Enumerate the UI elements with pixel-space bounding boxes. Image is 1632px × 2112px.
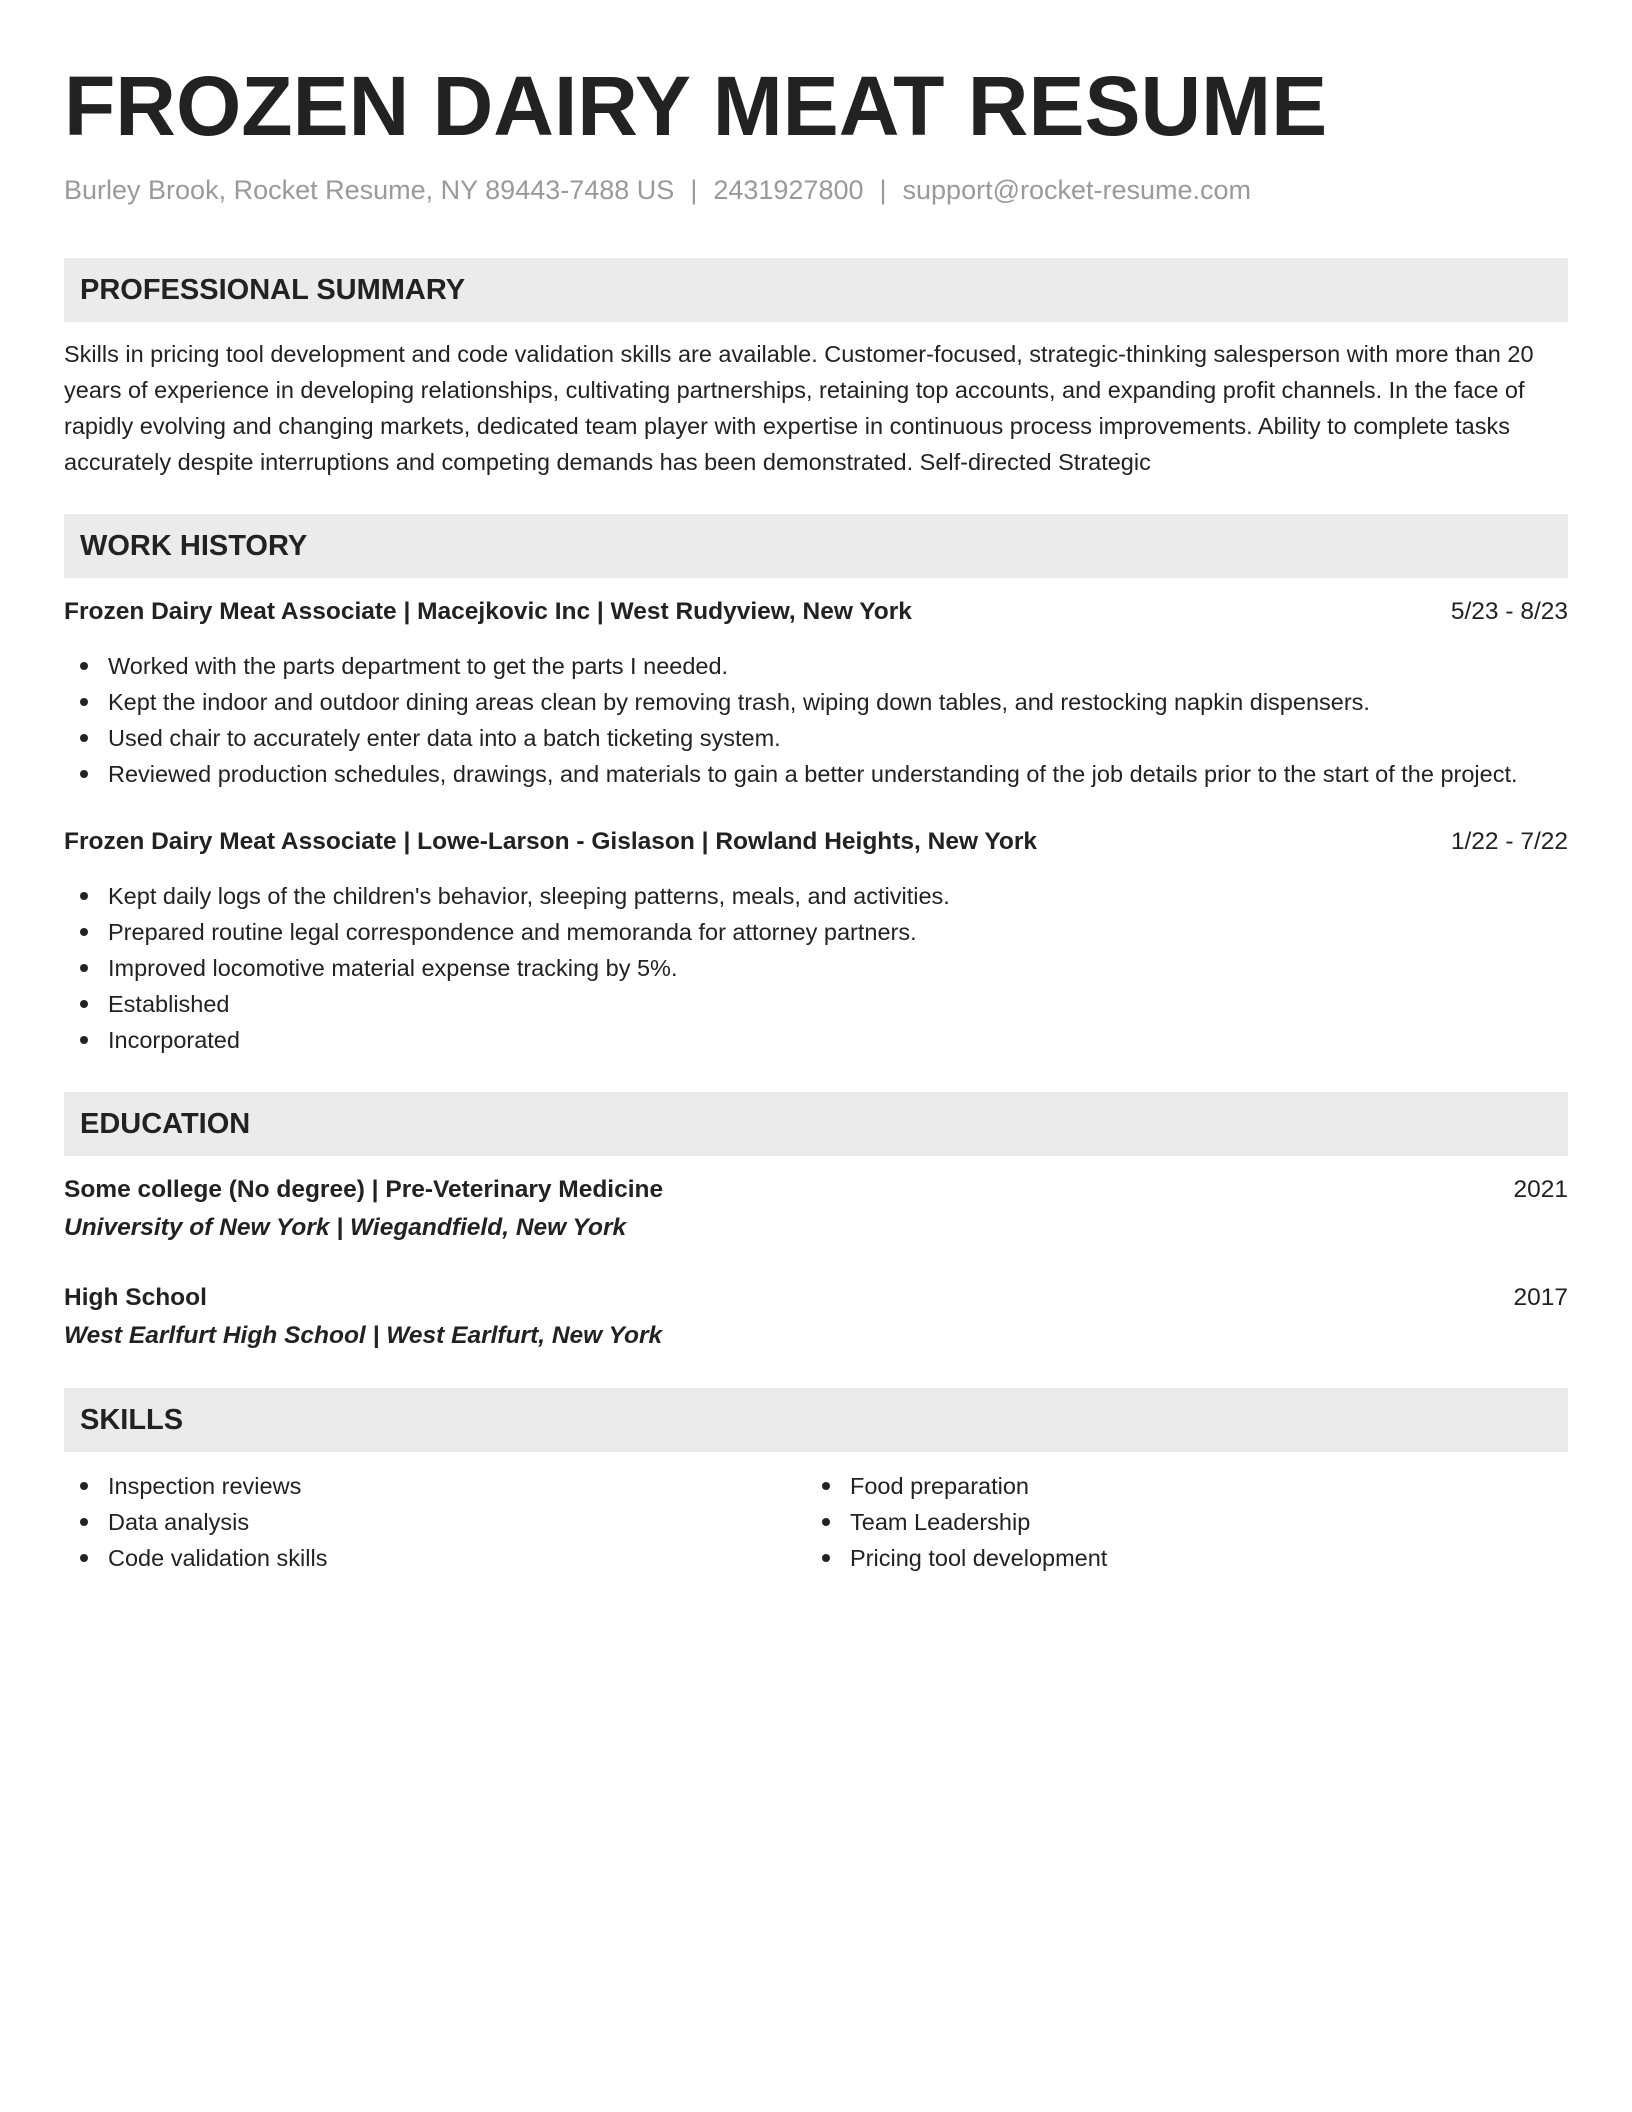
education-entry (64, 1172, 1568, 1246)
section-header-work-history: WORK HISTORY (64, 514, 1568, 578)
bullet-icon (822, 1482, 830, 1490)
skill-item (806, 1540, 1548, 1576)
skill-text: Inspection reviews (108, 1473, 302, 1499)
bullet-icon (80, 928, 88, 936)
bullet-icon (80, 1000, 88, 1008)
bullet-icon (80, 1554, 88, 1562)
job-bullet-list (64, 878, 1568, 1058)
section-header-education: EDUCATION (64, 1092, 1568, 1156)
skill-item (806, 1468, 1548, 1504)
job-dates: 1/22 - 7/22 (1450, 828, 1568, 855)
bullet-icon (822, 1554, 830, 1562)
education-header (64, 1172, 1568, 1208)
job-entry (64, 824, 1568, 1058)
job-bullet (64, 1022, 1568, 1058)
skill-text: Food preparation (850, 1473, 1029, 1499)
bullet-icon (80, 698, 88, 706)
skill-text: Data analysis (108, 1509, 250, 1535)
bullet-icon (80, 662, 88, 670)
summary-text: Skills in pricing tool development and code validation skills are available. Customer-focused, strategic-thinking salesperson with more than 20 years of experience in developing relationships, cultivating partnerships, retaining top accounts, and expanding profit channels. In the face of rapidly evolving and changing markets, dedicated team player with expertise in continuous process improvements. Ability to complete tasks accurately despite interruptions and competing demands has been demonstrated. Self-directed Strategic (64, 341, 1534, 475)
skill-item (806, 1504, 1548, 1540)
job-header (64, 824, 1568, 860)
job-bullet (64, 878, 1568, 914)
skills-column-left (64, 1468, 806, 1576)
job-bullet-text: Used chair to accurately enter data into a batch ticketing system. (108, 725, 781, 751)
bullet-icon (80, 1036, 88, 1044)
contact-email: support@rocket-resume.com (902, 175, 1252, 205)
job-bullet (64, 648, 1568, 684)
contact-line (64, 172, 1568, 208)
bullet-icon (80, 964, 88, 972)
resume-name: FROZEN DAIRY MEAT RESUME (64, 59, 1328, 153)
skills-list (64, 1468, 806, 1576)
skills-grid (64, 1468, 1568, 1576)
job-bullet-text: Reviewed production schedules, drawings, and materials to gain a better understanding of the job details prior to the start of the project. (108, 761, 1518, 787)
contact-address: Burley Brook, Rocket Resume, NY 89443-7488 US (64, 175, 675, 205)
skill-item (64, 1540, 806, 1576)
skill-text: Pricing tool development (850, 1545, 1108, 1571)
education-school: West Earlfurt High School | West Earlfurt, New York (64, 1322, 663, 1349)
job-bullet-text: Established (108, 991, 230, 1017)
education-degree: Some college (No degree) | Pre-Veterinary Medicine (64, 1176, 664, 1203)
contact-phone: 2431927800 (713, 175, 864, 205)
education-year: 2017 (1513, 1284, 1568, 1311)
contact-separator: | (879, 175, 887, 205)
bullet-icon (80, 770, 88, 778)
bullet-icon (822, 1518, 830, 1526)
job-title: Frozen Dairy Meat Associate | Lowe-Larson - Gislason | Rowland Heights, New York (64, 828, 1038, 855)
education-degree: High School (64, 1284, 207, 1311)
bullet-icon (80, 892, 88, 900)
skill-text: Team Leadership (850, 1509, 1031, 1535)
job-entry (64, 594, 1568, 792)
education-header (64, 1280, 1568, 1316)
job-bullet (64, 986, 1568, 1022)
skills-column-right (806, 1468, 1548, 1576)
bullet-icon (80, 1482, 88, 1490)
job-bullet (64, 914, 1568, 950)
skills-list (806, 1468, 1548, 1576)
job-bullet (64, 720, 1568, 756)
job-bullet-text: Prepared routine legal correspondence and memoranda for attorney partners. (108, 919, 917, 945)
job-bullet-text: Incorporated (108, 1027, 240, 1053)
skill-text: Code validation skills (108, 1545, 328, 1571)
skill-item (64, 1504, 806, 1540)
job-bullet-text: Worked with the parts department to get the parts I needed. (108, 653, 729, 679)
bullet-icon (80, 734, 88, 742)
job-title: Frozen Dairy Meat Associate | Macejkovic Inc | West Rudyview, New York (64, 598, 912, 625)
section-header-skills: SKILLS (64, 1388, 1568, 1452)
bullet-icon (80, 1518, 88, 1526)
resume-page (64, 0, 1568, 1576)
job-bullet-text: Kept daily logs of the children's behavior, sleeping patterns, meals, and activities. (108, 883, 950, 909)
education-school: University of New York | Wiegandfield, New York (64, 1214, 627, 1241)
job-bullet (64, 684, 1568, 720)
job-dates: 5/23 - 8/23 (1450, 598, 1568, 625)
section-header-summary: PROFESSIONAL SUMMARY (64, 258, 1568, 322)
contact-separator: | (690, 175, 698, 205)
job-bullet (64, 756, 1568, 792)
education-year: 2021 (1513, 1176, 1568, 1203)
job-header (64, 594, 1568, 630)
job-bullet-text: Kept the indoor and outdoor dining areas clean by removing trash, wiping down tables, and restocking napkin dispensers. (108, 689, 1370, 715)
job-bullet-text: Improved locomotive material expense tracking by 5%. (108, 955, 678, 981)
skill-item (64, 1468, 806, 1504)
job-bullet (64, 950, 1568, 986)
job-bullet-list (64, 648, 1568, 792)
education-entry (64, 1280, 1568, 1354)
